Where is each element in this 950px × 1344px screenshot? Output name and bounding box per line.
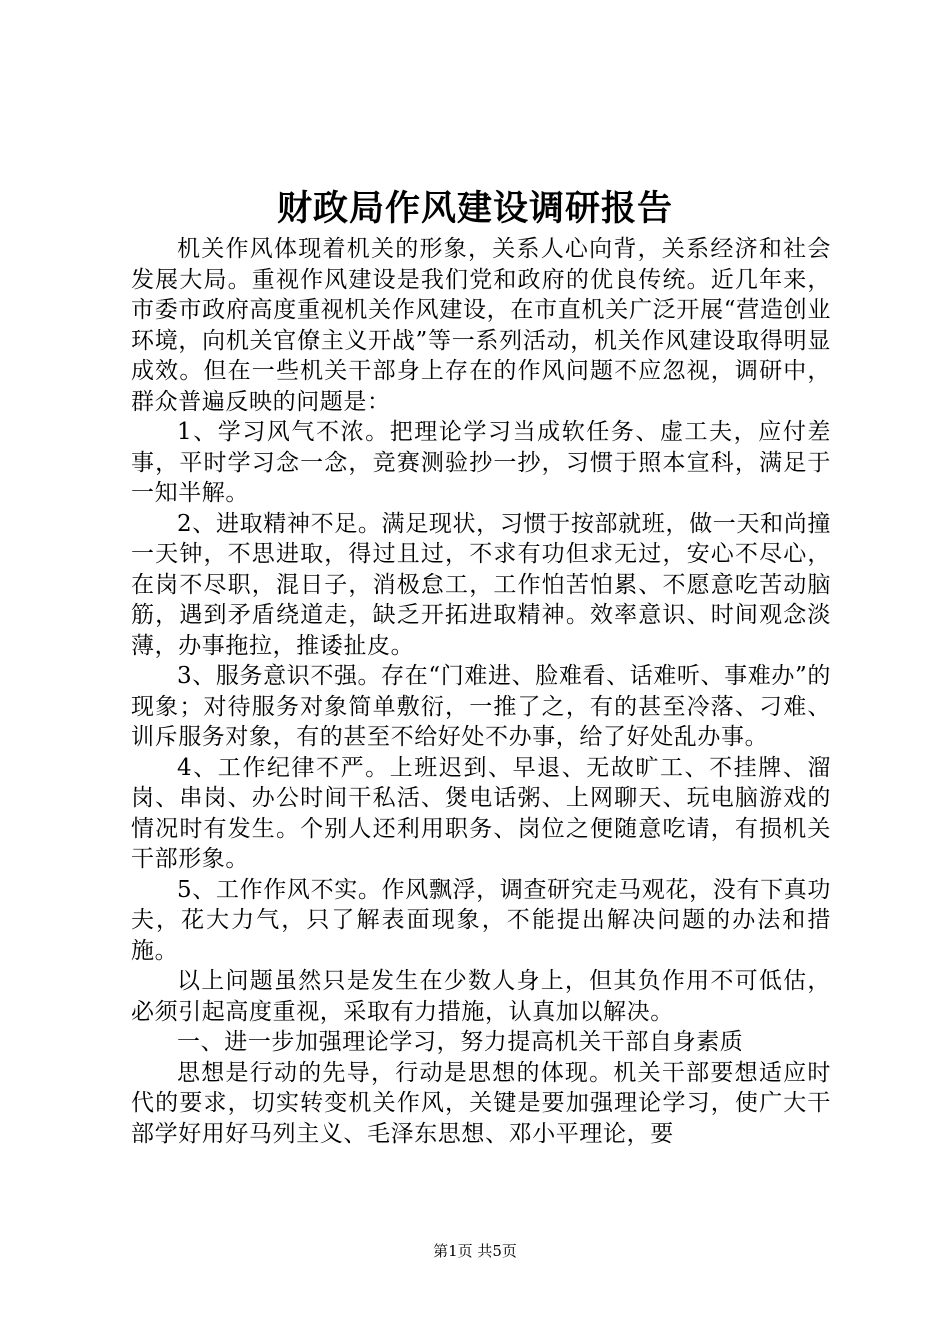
section-heading-1: 一、进一步加强理论学习，努力提高机关干部自身素质 xyxy=(177,1029,744,1055)
paragraph-summary: 以上问题虽然只是发生在少数人身上，但其负作用不可低估，必须引起高度重视，采取有力措施，认真加以解决。 xyxy=(131,968,831,1025)
paragraph-item-4: 4、工作纪律不严。上班迟到、早退、无故旷工、不挂牌、溜岗、串岗、办公时间干私活、煲电话粥、上网聊天、玩电脑游戏的情况时有发生。个别人还利用职务、岗位之便随意吃请，有损机关干部形象。 xyxy=(131,754,831,872)
paragraph-item-3: 3、服务意识不强。存在“门难进、脸难看、话难听、事难办”的现象；对待服务对象简单敷衍，一推了之，有的甚至冷落、刁难、训斥服务对象，有的甚至不给好处不办事，给了好处乱办事。 xyxy=(131,663,831,750)
paragraph-item-1: 1、学习风气不浓。把理论学习当成软任务、虚工夫，应付差事，平时学习念一念，竞赛测验抄一抄，习惯于照本宣科，满足于一知半解。 xyxy=(131,419,831,506)
document-body xyxy=(131,234,831,1149)
paragraph-section-1: 思想是行动的先导，行动是思想的体现。机关干部要想适应时代的要求，切实转变机关作风，关键是要加强理论学习，使广大干部学好用好马列主义、毛泽东思想、邓小平理论，要 xyxy=(131,1059,831,1147)
paragraph-item-5: 5、工作作风不实。作风飘浮，调查研究走马观花，没有下真功夫，花大力气，只了解表面现象，不能提出解决问题的办法和措施。 xyxy=(131,876,831,964)
page-footer: 第1页 共5页 xyxy=(433,1242,517,1260)
paragraph-intro: 机关作风体现着机关的形象，关系人心向背，关系经济和社会发展大局。重视作风建设是我们党和政府的优良传统。近几年来，市委市政府高度重视机关作风建设，在市直机关广泛开展“营造创业环境，向机关官僚主义开战”等一系列活动，机关作风建设取得明显成效。但在一些机关干部身上存在的作风问题不应忽视，调研中，群众普遍反映的问题是： xyxy=(131,236,831,415)
document-title: 财政局作风建设调研报告 xyxy=(276,188,673,229)
paragraph-item-2: 2、进取精神不足。满足现状，习惯于按部就班，做一天和尚撞一天钟，不思进取，得过且过，不求有功但求无过，安心不尽心，在岗不尽职，混日子，消极怠工，工作怕苦怕累、不愿意吃苦动脑筋，遇到矛盾绕道走，缺乏开拓进取精神。效率意识、时间观念淡薄，办事拖拉，推诿扯皮。 xyxy=(131,510,831,659)
